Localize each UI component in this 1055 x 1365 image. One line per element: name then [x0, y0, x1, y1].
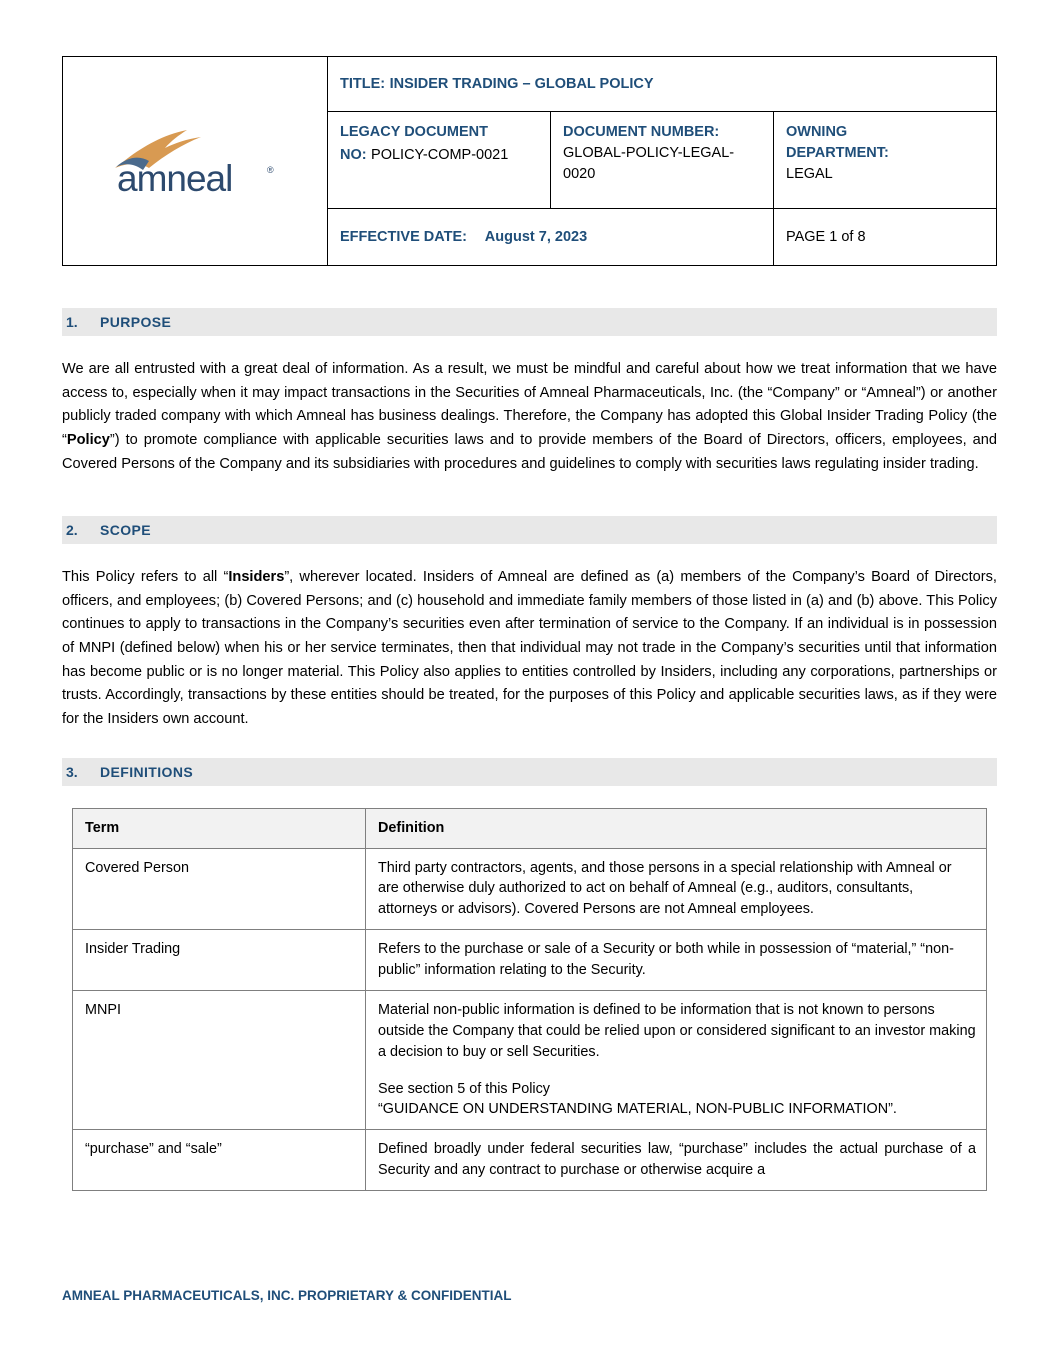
definitions-table: [72, 808, 987, 1191]
term-purchase-and-sale: “purchase” and “sale”: [73, 1130, 366, 1191]
scope-text-bold: Insiders: [228, 569, 285, 586]
scope-paragraph: [62, 566, 997, 731]
section-number-purpose: 1.: [66, 314, 78, 330]
section-number-definitions: 3.: [66, 763, 78, 780]
document-header-table: [62, 56, 997, 266]
column-header-term: Term: [73, 808, 366, 848]
definition-purchase-and-sale: Defined broadly under federal securities law, “purchase” includes the actual purchase of a Security and any contract to purchase or otherwise acquire a: [366, 1130, 987, 1191]
section-heading-definitions: [62, 758, 997, 786]
purpose-paragraph: [62, 358, 997, 476]
purpose-text-bold: Policy: [66, 431, 110, 448]
scope-text-part1: This Policy refers to all “: [62, 569, 229, 586]
page-number-cell: [774, 209, 997, 266]
effective-date-value: August 7, 2023: [484, 229, 588, 245]
legacy-number-label: NO:: [340, 147, 367, 164]
registered-trademark-icon: ®: [267, 165, 274, 175]
section-number-scope: 2.: [66, 522, 78, 539]
definition-insider-trading: Refers to the purchase or sale of a Security or both while in possession of “material,” “non-public” information relating to the Security.: [366, 930, 987, 991]
section-heading-scope: [62, 516, 997, 544]
header-title-row: [63, 57, 997, 112]
document-number-value: GLOBAL-POLICY-LEGAL-0020: [563, 145, 735, 183]
term-mnpi: MNPI: [73, 990, 366, 1129]
term-insider-trading: Insider Trading: [73, 930, 366, 991]
column-header-definition: Definition: [366, 808, 987, 848]
page-number-label: PAGE 1 of 8: [786, 229, 866, 245]
owning-department-label-1: OWNING: [786, 124, 848, 140]
title-value: INSIDER TRADING – GLOBAL POLICY: [389, 76, 654, 92]
purpose-text-part2: ”) to promote compliance with applicable securities laws and to provide members of the Board of Directors, officers, employees, and Covered Persons of the Company and its subsidiaries with procedures and guidelines to comply with securities laws regulating insider trading.: [62, 431, 997, 472]
definition-mnpi: [366, 990, 987, 1129]
purpose-text-part1: We are all entrusted with a great deal of information. As a result, we must be mindful and careful about how we treat information that we have access to, especially when it may impact transactions in the Securities of Amneal Pharmaceuticals, Inc. (the “Company” or “Amneal”) or another publicly traded company with which Amneal has business dealings. Therefore, the Company has adopted this Global Insider Trading Policy (the “: [62, 361, 997, 448]
definition-mnpi-reference: See section 5 of this Policy: [378, 1080, 550, 1097]
owning-department-cell: [774, 112, 997, 209]
legacy-number-value: POLICY-COMP-0021: [371, 147, 509, 164]
page-footer: AMNEAL PHARMACEUTICALS, INC. PROPRIETARY & CONFIDENTIAL: [62, 1288, 512, 1303]
table-row: [73, 990, 987, 1129]
section-title-scope: SCOPE: [100, 522, 152, 539]
definition-mnpi-reference-title: “GUIDANCE ON UNDERSTANDING MATERIAL, NON-PUBLIC INFORMATION”.: [378, 1101, 897, 1118]
title-label: TITLE:: [340, 76, 386, 92]
definition-covered-person: Third party contractors, agents, and those persons in a special relationship with Amneal or are otherwise duly authorized to act on behalf of Amneal (e.g., auditors, consultants, attorneys or advisors). Covered Persons are not Amneal employees.: [366, 848, 987, 930]
owning-department-label-2: DEPARTMENT:: [786, 145, 889, 162]
logo-wordmark: amneal: [117, 158, 233, 199]
effective-date-label: EFFECTIVE DATE:: [340, 229, 468, 245]
term-covered-person: Covered Person: [73, 848, 366, 930]
table-row: [73, 930, 987, 991]
company-logo: [63, 57, 328, 266]
legacy-document-cell: [328, 112, 551, 209]
definition-mnpi-main: Material non-public information is defined to be information that is not known to persons outside the Company that could be relied upon or considered significant to an investor making a decision to buy or sell Securities.: [378, 1001, 976, 1060]
document-title-cell: [328, 57, 997, 112]
effective-date-cell: [328, 209, 774, 266]
legacy-document-label: LEGACY DOCUMENT: [340, 124, 488, 140]
document-number-cell: [551, 112, 774, 209]
section-title-purpose: PURPOSE: [100, 314, 172, 330]
table-row: [73, 1130, 987, 1191]
table-row: [73, 848, 987, 930]
section-heading-purpose: [62, 308, 997, 336]
scope-text-part2: ”, wherever located. Insiders of Amneal are defined as (a) members of the Company’s Board of Directors, officers, and employees; (b) Covered Persons; and (c) household and immediate family members of those listed in (a) and (b) above. This Policy continues to apply to transactions in the Company’s securities even after termination of service to the Company. If an individual is in possession of MNPI (defined below) when his or her service terminates, then that individual may not trade in the Company’s securities until that information has become public or is no longer material. This Policy also applies to entities controlled by Insiders, including any corporations, partnerships or trusts. Accordingly, transactions by these entities should be treated, for the purposes of this Policy and applicable securities laws, as if they were for the Insiders own account.: [62, 569, 997, 728]
document-number-label: DOCUMENT NUMBER:: [563, 124, 720, 140]
section-title-definitions: DEFINITIONS: [100, 763, 194, 780]
table-header-row: [73, 808, 987, 848]
owning-department-value: LEGAL: [786, 166, 833, 183]
